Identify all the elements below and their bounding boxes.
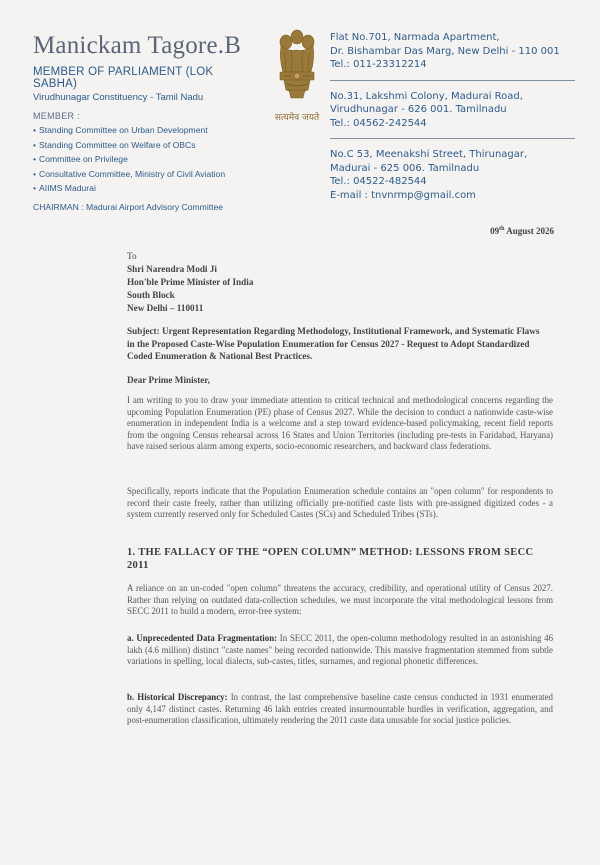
date-day: 09: [490, 226, 500, 236]
address-virudhunagar: [330, 80, 575, 139]
committee-item: • Consultative Committee, Ministry of Civil Aviation: [33, 167, 258, 182]
address-phone: Tel.: 011-23312214: [330, 59, 427, 70]
recipient-name: Shri Narendra Modi Ji: [127, 264, 217, 274]
committee-item: • Committee on Privilege: [33, 152, 258, 167]
emblem-motto: सत्यमेव जयते: [274, 113, 320, 123]
letterhead-identity: [33, 32, 258, 212]
recipient-city: New Delhi – 110011: [127, 303, 204, 313]
constituency: Virudhunagar Constituency - Tamil Nadu: [33, 92, 204, 103]
address-line: No.31, Lakshmi Colony, Madurai Road,: [330, 90, 523, 102]
date-month-year: August 2026: [504, 226, 554, 236]
point-a-text: In SECC 2011, the open-column methodology resulted in an astonishing 46 lakh (4.6 million) distinct "caste names" being recorded nationwide. This massive fragmentation stemmed from subtle variations in spelling, local dialects, sub-castes, titles, surnames, and regional phonetic differences.: [127, 633, 554, 667]
address-line: Flat No.701, Narmada Apartment,: [330, 32, 500, 43]
address-line: No.C 53, Meenakshi Street, Thirunagar,: [330, 149, 528, 160]
national-emblem: [272, 28, 322, 122]
member-heading: MEMBER :: [33, 111, 80, 121]
address-line: Virudhunagar - 626 001. Tamilnadu: [330, 104, 507, 115]
point-a: [127, 633, 553, 668]
section-heading: 1. THE FALLACY OF THE “OPEN COLUMN” METHOD: LESSONS FROM SECC 2011: [127, 547, 534, 571]
chairman-line: CHAIRMAN : Madurai Airport Advisory Committee: [33, 201, 224, 212]
lion-capital-icon: [275, 28, 319, 108]
paragraph-section-intro: A reliance on an un-coded "open column" threatens the accuracy, credibility, and operational utility of Census 2027. Rather than relying on outdated data-collection schedules, we must incorporate the vital methodological lessons from SECC 2011 to build a modern, error-free system:: [127, 583, 553, 617]
to-label: To: [127, 251, 137, 261]
committee-item: • Standing Committee on Urban Development: [33, 123, 258, 138]
address-phone: Tel.: 04522-482544: [330, 176, 427, 187]
letter-date: [490, 226, 554, 236]
recipient-title: Hon'ble Prime Minister of India: [127, 277, 254, 287]
point-a-label: a. Unprecedented Data Fragmentation:: [127, 633, 278, 643]
date-suffix: th: [499, 226, 505, 232]
committee-list: [33, 123, 258, 196]
mp-name: Manickam Tagore.B: [33, 32, 242, 59]
point-b-text: In contrast, the last comprehensive baseline caste census conducted in 1931 enumerated only 4,147 distinct castes. Returning 46 lakh entries created insurmountable hurdles in verification, aggregation, and post-enumeration classification, ultimately rendering the 2011 caste data unusable for social justice policies.: [127, 692, 553, 726]
paragraph-open-column: Specifically, reports indicate that the Population Enumeration schedule contains an "open column" for respondents to record their caste freely, rather than utilizing officially pre-notified caste lists with pre-assigned digitized codes - a system currently reserved only for Scheduled Castes (SCs) and Scheduled Tribes (STs).: [127, 486, 553, 520]
recipient-office: South Block: [127, 290, 175, 300]
letterhead-addresses: [330, 31, 575, 210]
point-b-label: b. Historical Discrepancy:: [127, 692, 228, 702]
committee-item: • AIIMS Madurai: [33, 181, 258, 196]
address-delhi: [330, 31, 575, 80]
point-b: [127, 692, 553, 727]
mp-designation: MEMBER OF PARLIAMENT (LOK SABHA): [33, 66, 214, 90]
paragraph-intro: I am writing to you to draw your immediate attention to critical technical and methodological concerns regarding the upcoming Population Enumeration (PE) phase of Census 2027. While the decision to conduct a nationwide caste-wise enumeration in independent India is a welcome and a step toward evidence-based policymaking, recent field reports from the ongoing Census rehearsal across 16 States and Union Territories (including pre-tests in Faridabad, Haryana) have raised serious alarm among experts, socio-economic researchers, and backward class federations.: [127, 395, 553, 452]
committee-item: • Standing Committee on Welfare of OBCs: [33, 138, 258, 153]
address-email: E-mail : tnvnrmp@gmail.com: [330, 189, 476, 201]
address-line: Madurai - 625 006. Tamilnadu: [330, 162, 480, 174]
salutation: Dear Prime Minister,: [127, 375, 210, 385]
recipient-block: [127, 250, 253, 315]
address-madurai: [330, 138, 575, 210]
address-phone: Tel.: 04562-242544: [330, 117, 427, 129]
subject-line: Subject: Urgent Representation Regarding Methodology, Institutional Framework, and Systematic Flaws in the Proposed Caste-Wise Population Enumeration for Census 2027 - Request to Adopt Standardized Coded Enumeration & National Best Practices.: [127, 326, 540, 361]
address-line: Dr. Bishambar Das Marg, New Delhi - 110 001: [330, 45, 560, 57]
